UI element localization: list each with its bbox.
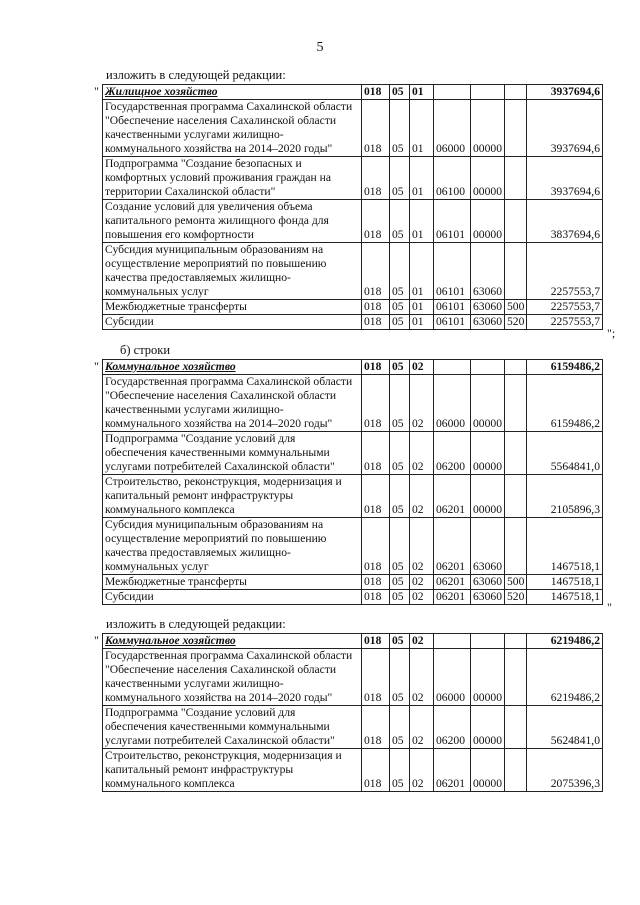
section-code-cell: 05 [390,200,410,243]
direction-code-cell [471,634,505,649]
row-name-cell: Строительство, реконструкция, модернизация и капитальный ремонт инфраструктуры коммунального комплекса [103,475,362,518]
table-section-row [103,634,603,649]
expense-type-code-cell [505,475,527,518]
row-name-cell: Субсидии [103,315,362,330]
row-name-cell: Межбюджетные трансферты [103,300,362,315]
admin-code-cell: 018 [362,85,390,100]
program-code-cell: 06000 [434,649,471,706]
program-code-cell [434,634,471,649]
amount-cell: 6159486,2 [527,375,603,432]
expense-type-code-cell [505,200,527,243]
admin-code-cell: 018 [362,706,390,749]
amount-cell: 6219486,2 [527,649,603,706]
admin-code-cell: 018 [362,475,390,518]
admin-code-cell: 018 [362,157,390,200]
direction-code-cell: 00000 [471,375,505,432]
table-section-row [103,85,603,100]
amount-cell: 3837694,6 [527,200,603,243]
table-row [103,315,603,330]
row-name-cell: Создание условий для увеличения объема капитального ремонта жилищного фонда для повышения его комфортности [103,200,362,243]
admin-code-cell: 018 [362,360,390,375]
row-name-cell: Коммунальное хозяйство [103,634,362,649]
table-row [103,475,603,518]
table-row [103,432,603,475]
admin-code-cell: 018 [362,749,390,792]
subsection-code-cell: 02 [410,360,434,375]
expense-type-code-cell [505,360,527,375]
table-section-row [103,360,603,375]
row-name-cell: Субсидия муниципальным образованиям на осуществление мероприятий по повышению качества предоставляемых жилищно-коммунальных услуг [103,518,362,575]
program-code-cell: 06201 [434,475,471,518]
expense-type-code-cell: 500 [505,300,527,315]
subsection-code-cell: 02 [410,475,434,518]
subsection-code-cell: 02 [410,575,434,590]
subsection-code-cell: 02 [410,749,434,792]
amount-cell: 2257553,7 [527,315,603,330]
direction-code-cell [471,360,505,375]
admin-code-cell: 018 [362,518,390,575]
admin-code-cell: 018 [362,634,390,649]
row-name-cell: Коммунальное хозяйство [103,360,362,375]
table-row [103,243,603,300]
admin-code-cell: 018 [362,375,390,432]
expense-type-code-cell [505,649,527,706]
section-code-cell: 05 [390,300,410,315]
amount-cell: 5564841,0 [527,432,603,475]
direction-code-cell: 00000 [471,100,505,157]
subsection-code-cell: 02 [410,432,434,475]
open-quote-1: " [94,84,99,98]
subsection-code-cell: 02 [410,649,434,706]
direction-code-cell: 00000 [471,475,505,518]
direction-code-cell: 63060 [471,315,505,330]
subsection-code-cell: 01 [410,100,434,157]
subhead-text: б) строки [120,343,171,357]
close-quote-1: "; [607,326,616,340]
row-name-cell: Государственная программа Сахалинской области "Обеспечение населения Сахалинской области качественными услугами жилищно-коммунального хозяйства на 2014–2020 годы" [103,649,362,706]
row-name-cell: Субсидии [103,590,362,605]
row-name-cell: Подпрограмма "Создание условий для обеспечения качественными коммунальными услугами потребителей Сахалинской области" [103,706,362,749]
table-row [103,575,603,590]
section-code-cell: 05 [390,243,410,300]
expense-type-code-cell [505,375,527,432]
amount-cell: 3937694,6 [527,85,603,100]
subsection-code-cell: 01 [410,243,434,300]
section-code-cell: 05 [390,475,410,518]
table-row [103,100,603,157]
program-code-cell: 06101 [434,200,471,243]
expense-type-code-cell [505,432,527,475]
table-row [103,590,603,605]
open-quote-2: " [94,359,99,373]
section-code-cell: 05 [390,157,410,200]
program-code-cell: 06000 [434,375,471,432]
subsection-code-cell: 02 [410,634,434,649]
subsection-code-cell: 01 [410,157,434,200]
section-code-cell: 05 [390,634,410,649]
amount-cell: 5624841,0 [527,706,603,749]
budget-table-3 [102,633,603,792]
section-code-cell: 05 [390,360,410,375]
admin-code-cell: 018 [362,575,390,590]
admin-code-cell: 018 [362,315,390,330]
row-name-cell: Государственная программа Сахалинской области "Обеспечение населения Сахалинской области качественными услугами жилищно-коммунального хозяйства на 2014–2020 годы" [103,100,362,157]
direction-code-cell: 00000 [471,157,505,200]
section-code-cell: 05 [390,100,410,157]
budget-table-1 [102,84,603,330]
expense-type-code-cell [505,157,527,200]
subsection-code-cell: 02 [410,590,434,605]
admin-code-cell: 018 [362,590,390,605]
table-row [103,518,603,575]
subsection-code-cell: 02 [410,706,434,749]
direction-code-cell: 00000 [471,200,505,243]
program-code-cell [434,360,471,375]
expense-type-code-cell: 500 [505,575,527,590]
section-code-cell: 05 [390,706,410,749]
amount-cell: 6159486,2 [527,360,603,375]
row-name-cell: Строительство, реконструкция, модернизация и капитальный ремонт инфраструктуры коммунального комплекса [103,749,362,792]
direction-code-cell: 63060 [471,575,505,590]
table-row [103,200,603,243]
section-code-cell: 05 [390,85,410,100]
row-name-cell: Жилищное хозяйство [103,85,362,100]
intro-text-1: изложить в следующей редакции: [106,68,286,82]
amount-cell: 6219486,2 [527,634,603,649]
subsection-code-cell: 01 [410,300,434,315]
subsection-code-cell: 01 [410,85,434,100]
expense-type-code-cell: 520 [505,315,527,330]
expense-type-code-cell [505,243,527,300]
program-code-cell: 06201 [434,749,471,792]
amount-cell: 1467518,1 [527,590,603,605]
direction-code-cell: 00000 [471,649,505,706]
direction-code-cell: 63060 [471,300,505,315]
row-name-cell: Подпрограмма "Создание условий для обеспечения качественными коммунальными услугами потребителей Сахалинской области" [103,432,362,475]
intro-text-2: изложить в следующей редакции: [106,617,286,631]
subsection-code-cell: 01 [410,315,434,330]
program-code-cell: 06201 [434,518,471,575]
budget-table-2 [102,359,603,605]
direction-code-cell: 63060 [471,590,505,605]
row-name-cell: Подпрограмма "Создание безопасных и комфортных условий проживания граждан на территории Сахалинской области" [103,157,362,200]
program-code-cell: 06101 [434,300,471,315]
direction-code-cell: 63060 [471,518,505,575]
amount-cell: 3937694,6 [527,100,603,157]
section-code-cell: 05 [390,590,410,605]
table-row [103,375,603,432]
expense-type-code-cell [505,749,527,792]
expense-type-code-cell [505,634,527,649]
direction-code-cell: 00000 [471,432,505,475]
subsection-code-cell: 02 [410,518,434,575]
admin-code-cell: 018 [362,649,390,706]
admin-code-cell: 018 [362,300,390,315]
program-code-cell [434,85,471,100]
page-number: 5 [316,40,324,55]
amount-cell: 2105896,3 [527,475,603,518]
table-row [103,749,603,792]
expense-type-code-cell [505,706,527,749]
section-code-cell: 05 [390,375,410,432]
table-row [103,706,603,749]
row-name-cell: Межбюджетные трансферты [103,575,362,590]
program-code-cell: 06000 [434,100,471,157]
close-quote-2: " [607,600,612,614]
amount-cell: 1467518,1 [527,575,603,590]
program-code-cell: 06101 [434,315,471,330]
section-code-cell: 05 [390,315,410,330]
amount-cell: 3937694,6 [527,157,603,200]
admin-code-cell: 018 [362,243,390,300]
amount-cell: 1467518,1 [527,518,603,575]
direction-code-cell: 00000 [471,706,505,749]
expense-type-code-cell [505,518,527,575]
open-quote-3: " [94,633,99,647]
table-row [103,157,603,200]
program-code-cell: 06200 [434,706,471,749]
section-code-cell: 05 [390,518,410,575]
program-code-cell: 06100 [434,157,471,200]
direction-code-cell: 63060 [471,243,505,300]
amount-cell: 2257553,7 [527,300,603,315]
section-code-cell: 05 [390,649,410,706]
table-row [103,649,603,706]
section-code-cell: 05 [390,575,410,590]
row-name-cell: Государственная программа Сахалинской области "Обеспечение населения Сахалинской области качественными услугами жилищно-коммунального хозяйства на 2014–2020 годы" [103,375,362,432]
expense-type-code-cell [505,100,527,157]
admin-code-cell: 018 [362,432,390,475]
admin-code-cell: 018 [362,200,390,243]
row-name-cell: Субсидия муниципальным образованиям на осуществление мероприятий по повышению качества предоставляемых жилищно-коммунальных услуг [103,243,362,300]
expense-type-code-cell [505,85,527,100]
program-code-cell: 06101 [434,243,471,300]
section-code-cell: 05 [390,432,410,475]
direction-code-cell: 00000 [471,749,505,792]
section-code-cell: 05 [390,749,410,792]
direction-code-cell [471,85,505,100]
admin-code-cell: 018 [362,100,390,157]
program-code-cell: 06201 [434,590,471,605]
amount-cell: 2075396,3 [527,749,603,792]
subsection-code-cell: 01 [410,200,434,243]
program-code-cell: 06201 [434,575,471,590]
program-code-cell: 06200 [434,432,471,475]
subsection-code-cell: 02 [410,375,434,432]
table-row [103,300,603,315]
amount-cell: 2257553,7 [527,243,603,300]
expense-type-code-cell: 520 [505,590,527,605]
